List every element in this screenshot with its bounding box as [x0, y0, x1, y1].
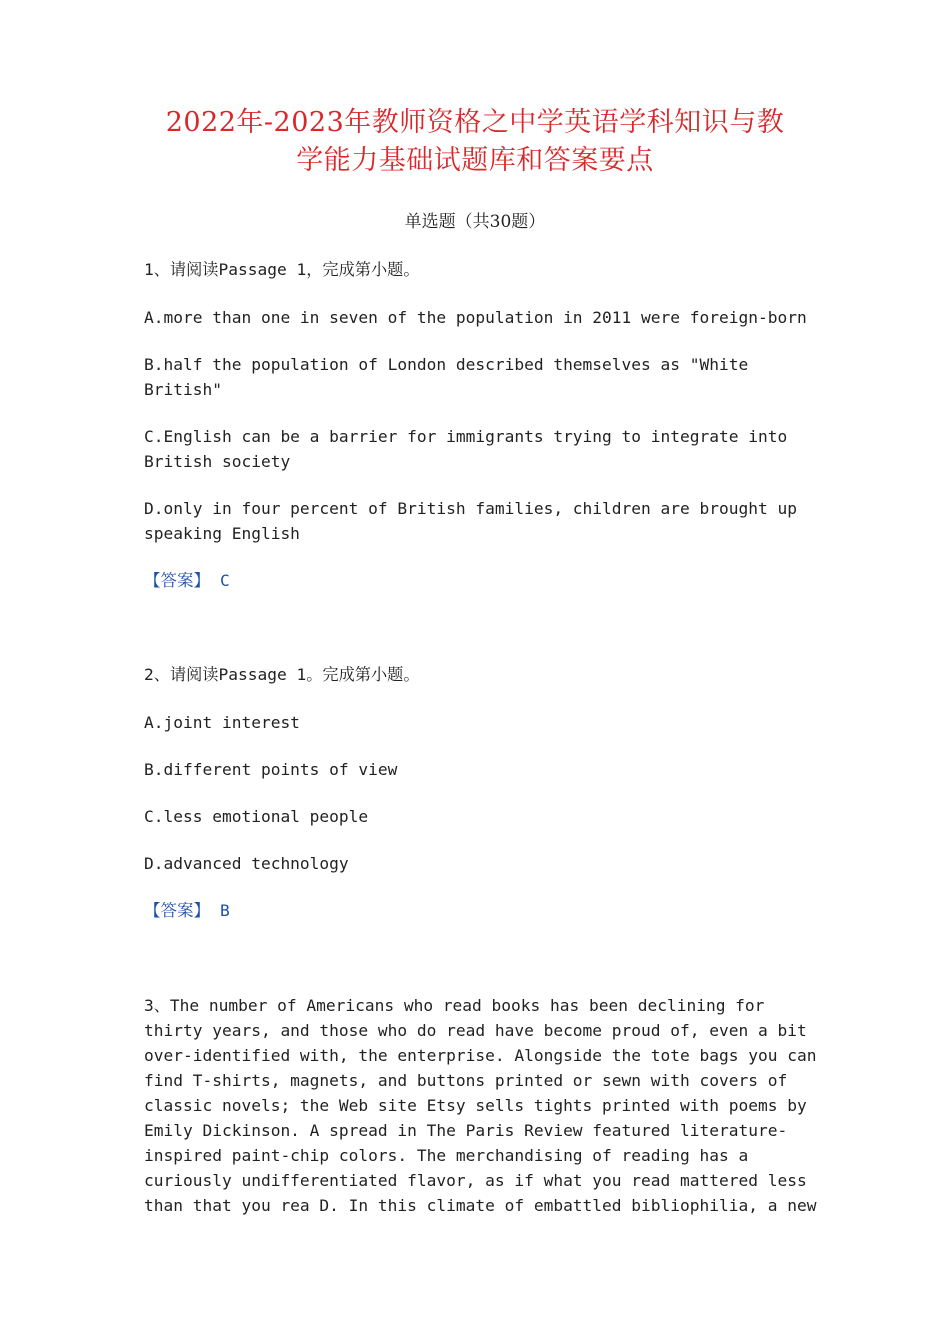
answer-value: B: [220, 901, 230, 920]
question-3-line-8: curiously undifferentiated flavor, as if what you read mattered less: [144, 1171, 807, 1190]
question-1-option-c-line-1: C.English can be a barrier for immigrants trying to integrate into: [144, 427, 788, 446]
question-1-option-a: A.more than one in seven of the population in 2011 were foreign-born: [144, 308, 807, 327]
document-title-line-2: 学能力基础试题库和答案要点: [296, 145, 654, 176]
answer-label: 【答案】: [144, 571, 210, 590]
question-2-stem: 2、请阅读Passage 1。完成第小题。: [144, 665, 420, 684]
question-3-line-1: 3、The number of Americans who read books has been declining for: [144, 996, 765, 1015]
question-1-answer: [144, 568, 230, 593]
question-2-option-d: D.advanced technology: [144, 854, 349, 873]
question-3-line-2: thirty years, and those who do read have become proud of, even a bit: [144, 1021, 807, 1040]
question-3-line-7: inspired paint-chip colors. The merchandising of reading has a: [144, 1146, 749, 1165]
question-1-option-d-line-1: D.only in four percent of British families, children are brought up: [144, 499, 797, 518]
question-2-answer: [144, 898, 230, 923]
section-heading: 单选题（共30题）: [404, 212, 546, 232]
document-title-line-1: 2022年-2023年教师资格之中学英语学科知识与教: [165, 107, 785, 138]
question-1-stem: 1、请阅读Passage 1，完成第小题。: [144, 260, 420, 279]
question-1-option-c-line-2: British society: [144, 452, 291, 471]
question-2-option-a: A.joint interest: [144, 713, 300, 732]
question-1-option-d-line-2: speaking English: [144, 524, 300, 543]
question-2-option-c: C.less emotional people: [144, 807, 369, 826]
question-3-line-6: Emily Dickinson. A spread in The Paris Review featured literature-: [144, 1121, 788, 1140]
answer-label: 【答案】: [144, 901, 210, 920]
question-2-option-b: B.different points of view: [144, 760, 398, 779]
question-3-line-9: than that you rea D. In this climate of embattled bibliophilia, a new: [144, 1196, 817, 1215]
document-title: [100, 104, 850, 180]
question-3-line-5: classic novels; the Web site Etsy sells tights printed with poems by: [144, 1096, 807, 1115]
question-3-line-3: over-identified with, the enterprise. Alongside the tote bags you can: [144, 1046, 817, 1065]
question-3-line-4: find T-shirts, magnets, and buttons printed or sewn with covers of: [144, 1071, 788, 1090]
question-1-option-b-line-2: British": [144, 380, 222, 399]
question-1-option-b-line-1: B.half the population of London described themselves as "White: [144, 355, 749, 374]
answer-value: C: [220, 571, 230, 590]
